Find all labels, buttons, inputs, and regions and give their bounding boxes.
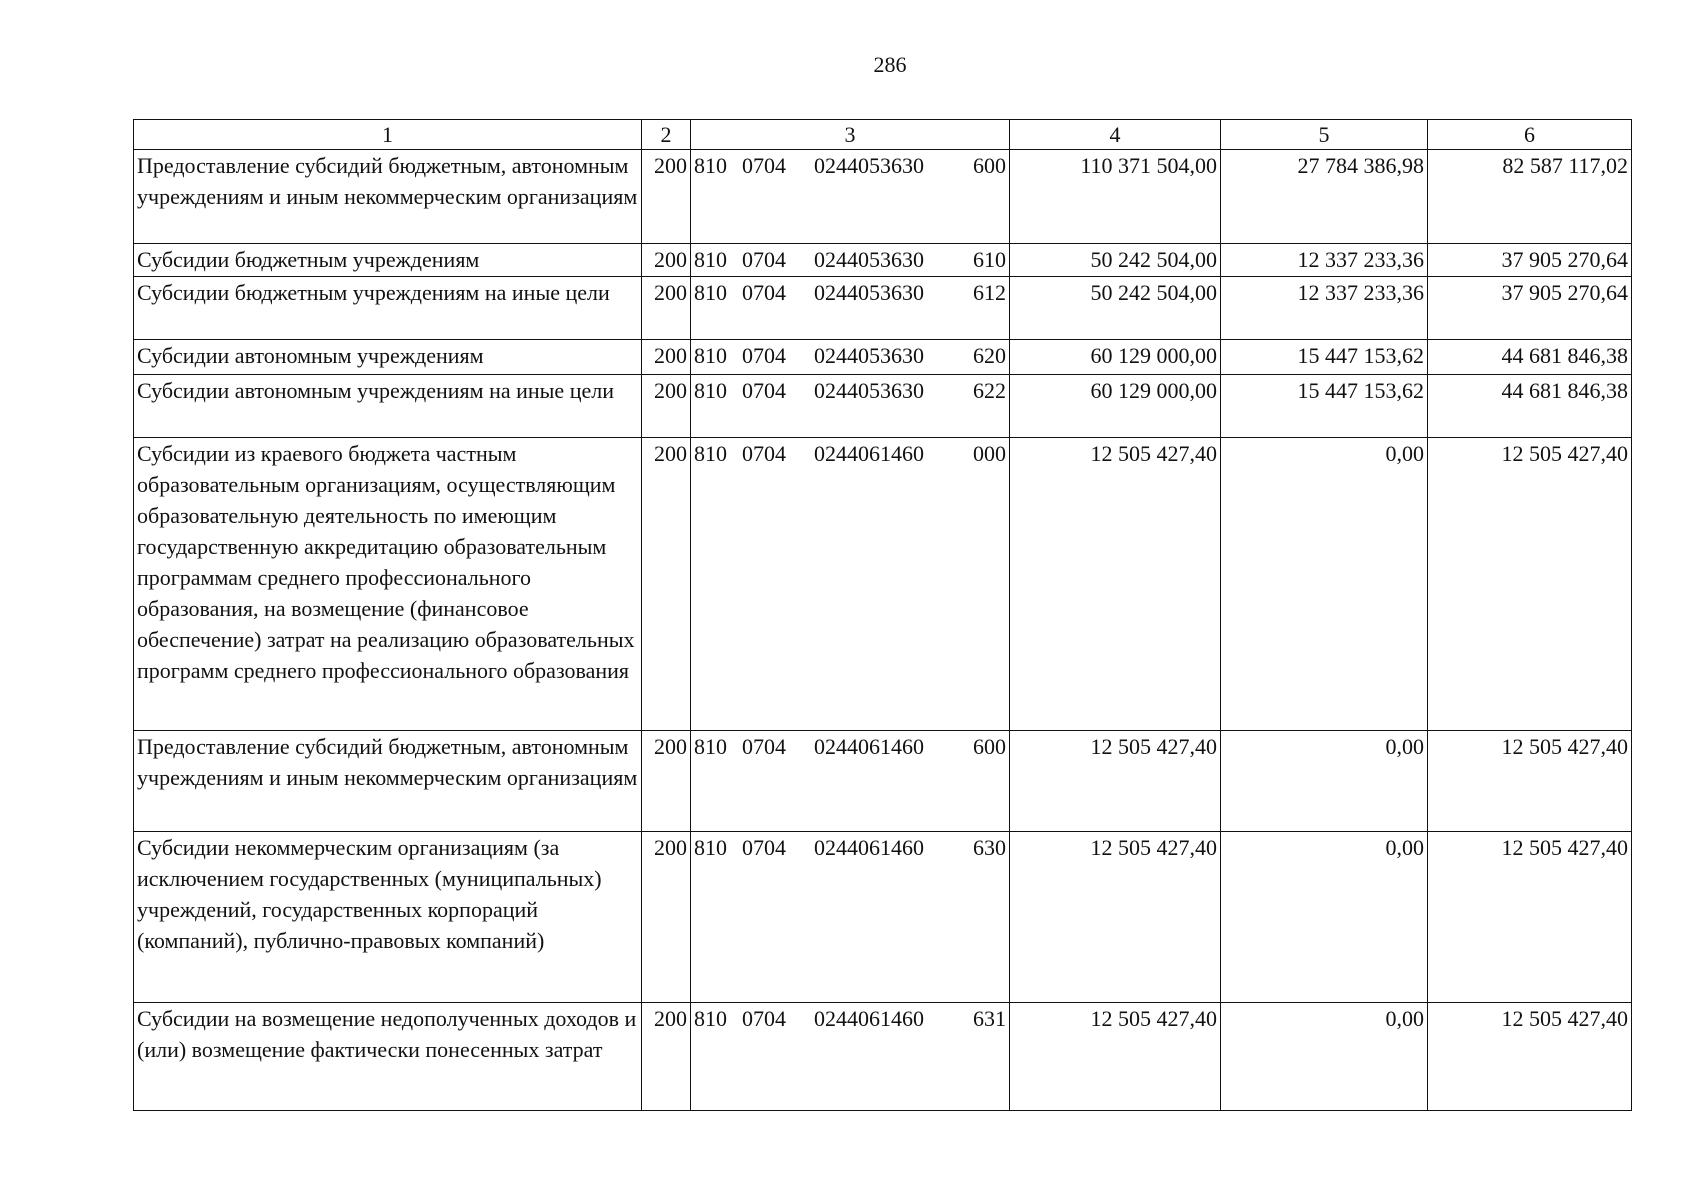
- section-code: 0704: [742, 247, 786, 272]
- row-col5-amount: 0,00: [1221, 731, 1428, 832]
- page-number: 286: [873, 52, 907, 77]
- table-row: [134, 244, 1632, 277]
- section-code: 0704: [742, 378, 786, 403]
- row-classification-code: [691, 340, 1010, 375]
- ved-code: 810: [694, 343, 727, 368]
- target-article-code: 0244061460: [814, 734, 924, 759]
- row-col5-amount: 0,00: [1221, 438, 1428, 731]
- ved-code: 810: [694, 153, 727, 178]
- expense-type-code: 610: [973, 247, 1006, 272]
- row-name: Предоставление субсидий бюджетным, автономным учреждениям и иным некоммерческим организациям: [134, 150, 642, 244]
- target-article-code: 0244053630: [814, 247, 924, 272]
- column-header-1: 1: [134, 120, 642, 150]
- expense-type-code: 630: [973, 835, 1006, 860]
- column-header-4: 4: [1010, 120, 1221, 150]
- section-code: 0704: [742, 1006, 786, 1031]
- row-col4-amount: 12 505 427,40: [1010, 438, 1221, 731]
- row-col5-amount: 12 337 233,36: [1221, 244, 1428, 277]
- target-article-code: 0244061460: [814, 441, 924, 466]
- row-col5-amount: 15 447 153,62: [1221, 375, 1428, 438]
- row-col4-amount: 12 505 427,40: [1010, 832, 1221, 1003]
- expense-type-code: 631: [973, 1006, 1006, 1031]
- row-code-200: 200: [642, 277, 691, 340]
- column-header-5: 5: [1221, 120, 1428, 150]
- row-col5-amount: 0,00: [1221, 832, 1428, 1003]
- row-col6-amount: 12 505 427,40: [1428, 1003, 1632, 1111]
- row-col4-amount: 12 505 427,40: [1010, 731, 1221, 832]
- target-article-code: 0244053630: [814, 343, 924, 368]
- ved-code: 810: [694, 734, 727, 759]
- ved-code: 810: [694, 378, 727, 403]
- row-col6-amount: 37 905 270,64: [1428, 277, 1632, 340]
- row-col4-amount: 50 242 504,00: [1010, 244, 1221, 277]
- row-name: Субсидии автономным учреждениям: [134, 340, 642, 375]
- row-code-200: 200: [642, 438, 691, 731]
- row-code-200: 200: [642, 1003, 691, 1111]
- row-classification-code: [691, 832, 1010, 1003]
- expense-type-code: 000: [973, 441, 1006, 466]
- row-col6-amount: 44 681 846,38: [1428, 340, 1632, 375]
- row-col5-amount: 12 337 233,36: [1221, 277, 1428, 340]
- expense-type-code: 600: [973, 734, 1006, 759]
- expense-type-code: 600: [973, 153, 1006, 178]
- row-code-200: 200: [642, 150, 691, 244]
- row-code-200: 200: [642, 731, 691, 832]
- row-name: Субсидии бюджетным учреждениям на иные цели: [134, 277, 642, 340]
- row-classification-code: [691, 277, 1010, 340]
- row-classification-code: [691, 150, 1010, 244]
- row-col4-amount: 60 129 000,00: [1010, 375, 1221, 438]
- section-code: 0704: [742, 343, 786, 368]
- ved-code: 810: [694, 280, 727, 305]
- column-header-2: 2: [642, 120, 691, 150]
- section-code: 0704: [742, 441, 786, 466]
- row-name: Субсидии бюджетным учреждениям: [134, 244, 642, 277]
- column-header-3: 3: [691, 120, 1010, 150]
- row-col6-amount: 37 905 270,64: [1428, 244, 1632, 277]
- section-code: 0704: [742, 734, 786, 759]
- row-col6-amount: 82 587 117,02: [1428, 150, 1632, 244]
- table-row: [134, 1003, 1632, 1111]
- row-col6-amount: 12 505 427,40: [1428, 731, 1632, 832]
- table-row: [134, 731, 1632, 832]
- expense-type-code: 612: [973, 280, 1006, 305]
- row-code-200: 200: [642, 832, 691, 1003]
- row-col4-amount: 60 129 000,00: [1010, 340, 1221, 375]
- table-row: [134, 277, 1632, 340]
- row-code-200: 200: [642, 340, 691, 375]
- section-code: 0704: [742, 153, 786, 178]
- ved-code: 810: [694, 1006, 727, 1031]
- table-row: [134, 375, 1632, 438]
- row-name: Субсидии на возмещение недополученных доходов и (или) возмещение фактически понесенных затрат: [134, 1003, 642, 1111]
- table-row: [134, 438, 1632, 731]
- header-row: [134, 120, 1632, 150]
- expense-type-code: 622: [973, 378, 1006, 403]
- column-header-6: 6: [1428, 120, 1632, 150]
- row-classification-code: [691, 1003, 1010, 1111]
- row-col6-amount: 12 505 427,40: [1428, 438, 1632, 731]
- row-col4-amount: 50 242 504,00: [1010, 277, 1221, 340]
- ved-code: 810: [694, 441, 727, 466]
- row-col5-amount: 0,00: [1221, 1003, 1428, 1111]
- row-col5-amount: 27 784 386,98: [1221, 150, 1428, 244]
- row-col6-amount: 44 681 846,38: [1428, 375, 1632, 438]
- row-col6-amount: 12 505 427,40: [1428, 832, 1632, 1003]
- row-name: Субсидии некоммерческим организациям (за исключением государственных (муниципальных) учреждений, государственных корпораций (компаний), публично-правовых компаний): [134, 832, 642, 1003]
- row-col4-amount: 110 371 504,00: [1010, 150, 1221, 244]
- row-name: Субсидии автономным учреждениям на иные цели: [134, 375, 642, 438]
- row-classification-code: [691, 244, 1010, 277]
- row-name: Субсидии из краевого бюджета частным образовательным организациям, осуществляющим образовательную деятельность по имеющим государственную аккредитацию образовательным программам среднего профессионального образования, на возмещение (финансовое обеспечение) затрат на реализацию образовательных программ среднего профессионального образования: [134, 438, 642, 731]
- target-article-code: 0244053630: [814, 378, 924, 403]
- row-classification-code: [691, 375, 1010, 438]
- row-code-200: 200: [642, 244, 691, 277]
- row-name: Предоставление субсидий бюджетным, автономным учреждениям и иным некоммерческим организациям: [134, 731, 642, 832]
- table-row: [134, 832, 1632, 1003]
- expense-type-code: 620: [973, 343, 1006, 368]
- target-article-code: 0244053630: [814, 153, 924, 178]
- budget-table: [133, 119, 1632, 1111]
- target-article-code: 0244061460: [814, 1006, 924, 1031]
- row-col5-amount: 15 447 153,62: [1221, 340, 1428, 375]
- section-code: 0704: [742, 835, 786, 860]
- row-code-200: 200: [642, 375, 691, 438]
- table-row: [134, 340, 1632, 375]
- row-classification-code: [691, 438, 1010, 731]
- row-classification-code: [691, 731, 1010, 832]
- target-article-code: 0244053630: [814, 280, 924, 305]
- section-code: 0704: [742, 280, 786, 305]
- ved-code: 810: [694, 247, 727, 272]
- ved-code: 810: [694, 835, 727, 860]
- row-col4-amount: 12 505 427,40: [1010, 1003, 1221, 1111]
- table-row: [134, 150, 1632, 244]
- target-article-code: 0244061460: [814, 835, 924, 860]
